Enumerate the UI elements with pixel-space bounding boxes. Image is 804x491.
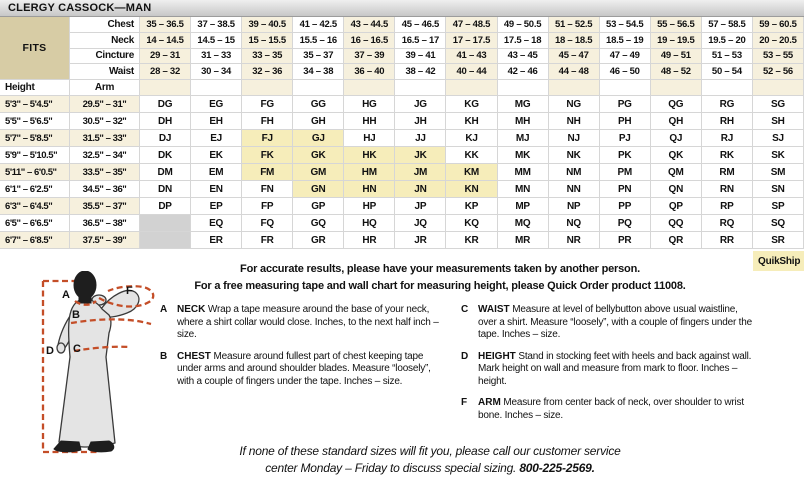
header-spacer-cell [293, 80, 344, 96]
size-code-cell: QR [651, 232, 702, 249]
height-column-header: Height [0, 80, 70, 96]
measure-value: 40 – 44 [446, 64, 497, 80]
size-code-cell: MJ [498, 130, 549, 147]
size-code-cell: JN [395, 181, 446, 198]
size-code-cell: KK [446, 147, 497, 164]
size-code-cell: MN [498, 181, 549, 198]
size-code-cell: FG [242, 96, 293, 113]
height-range-cell: 5'7" – 5'8.5" [0, 130, 70, 147]
chart-title-bar [0, 0, 804, 17]
header-spacer-cell [702, 80, 753, 96]
measure-value: 42 – 46 [498, 64, 549, 80]
size-code-cell: FR [242, 232, 293, 249]
instruction-item-d [461, 351, 757, 389]
size-code-cell: SP [753, 198, 804, 215]
size-code-cell: SR [753, 232, 804, 249]
size-code-cell: PH [600, 113, 651, 130]
arm-range-cell: 30.5" – 32" [70, 113, 140, 130]
size-code-cell: RR [702, 232, 753, 249]
size-code-cell: NK [549, 147, 600, 164]
measure-label: Waist [70, 64, 140, 80]
header-spacer-cell [242, 80, 293, 96]
size-code-cell: MP [498, 198, 549, 215]
size-code-cell: GK [293, 147, 344, 164]
header-spacer-cell [651, 80, 702, 96]
measure-value: 38 – 42 [395, 64, 446, 80]
measure-value: 41 – 43 [446, 49, 497, 65]
size-code-cell: JP [395, 198, 446, 215]
instruction-text: CHEST Measure around fullest part of chest keeping tape under arms and around shoulder blades. Measure “loosely”, with a couple of fingers under the tape. Inches – size. [177, 350, 431, 387]
size-code-cell: GN [293, 181, 344, 198]
instruction-letter: A [160, 304, 168, 315]
size-code-cell: MR [498, 232, 549, 249]
size-code-cell: HG [344, 96, 395, 113]
size-code-cell: SG [753, 96, 804, 113]
size-code-cell: MG [498, 96, 549, 113]
size-code-cell: HM [344, 164, 395, 181]
instruction-text: HEIGHT Stand in stocking feet with heels and back against wall. Mark height on wall and measure from mark to floor. Inches – height. [478, 350, 752, 387]
size-code-cell: KQ [446, 215, 497, 232]
instruction-letter: B [160, 350, 168, 362]
height-range-cell: 5'11" – 6'0.5" [0, 164, 70, 181]
measure-value: 51 – 53 [702, 49, 753, 65]
measure-value: 47 – 48.5 [446, 17, 497, 33]
header-spacer-cell [753, 80, 804, 96]
header-spacer-cell [446, 80, 497, 96]
size-code-cell: NR [549, 232, 600, 249]
measure-value: 33 – 35 [242, 49, 293, 65]
size-code-cell: PK [600, 147, 651, 164]
phone-number: 800-225-2569. [519, 461, 595, 475]
size-code-cell: PR [600, 232, 651, 249]
measure-value: 37 – 38.5 [191, 17, 242, 33]
special-sizing-note [90, 443, 770, 477]
instruction-keyword: HEIGHT [478, 350, 516, 362]
size-code-cell: EM [191, 164, 242, 181]
size-code-cell: KN [446, 181, 497, 198]
size-code-cell: EQ [191, 215, 242, 232]
arm-range-cell: 35.5" – 37" [70, 198, 140, 215]
instructions-column-2 [461, 304, 757, 431]
size-code-cell: JM [395, 164, 446, 181]
size-code-cell: FH [242, 113, 293, 130]
size-code-cell: KR [446, 232, 497, 249]
size-code-cell: QJ [651, 130, 702, 147]
size-code-cell: QP [651, 198, 702, 215]
size-code-cell [140, 232, 191, 249]
size-code-cell: DM [140, 164, 191, 181]
size-code-cell: JJ [395, 130, 446, 147]
measure-value: 50 – 54 [702, 64, 753, 80]
height-range-cell: 6'3" – 6'4.5" [0, 198, 70, 215]
size-code-cell: NN [549, 181, 600, 198]
height-range-cell: 6'5" – 6'6.5" [0, 215, 70, 232]
size-code-cell: RN [702, 181, 753, 198]
measurement-notes [155, 261, 725, 295]
measure-value: 16 – 16.5 [344, 33, 395, 49]
size-code-cell: HP [344, 198, 395, 215]
measure-value: 14.5 – 15 [191, 33, 242, 49]
size-code-cell: EP [191, 198, 242, 215]
size-code-cell: KH [446, 113, 497, 130]
header-spacer-cell [344, 80, 395, 96]
fits-cell: FITS [0, 17, 70, 80]
height-range-cell: 6'1" – 6'2.5" [0, 181, 70, 198]
size-code-cell: RQ [702, 215, 753, 232]
measure-value: 19 – 19.5 [651, 33, 702, 49]
size-code-cell: PJ [600, 130, 651, 147]
figure-label-d: D [46, 345, 54, 357]
size-code-cell: PQ [600, 215, 651, 232]
measure-value: 45 – 47 [549, 49, 600, 65]
size-code-cell: RP [702, 198, 753, 215]
size-code-cell: SJ [753, 130, 804, 147]
size-code-cell: FM [242, 164, 293, 181]
height-range-cell: 5'5" – 5'6.5" [0, 113, 70, 130]
size-code-cell: QN [651, 181, 702, 198]
size-code-cell: GJ [293, 130, 344, 147]
size-code-cell: HK [344, 147, 395, 164]
size-code-cell: SK [753, 147, 804, 164]
measure-value: 15 – 15.5 [242, 33, 293, 49]
size-code-cell: SM [753, 164, 804, 181]
size-code-cell: NJ [549, 130, 600, 147]
size-code-cell: DJ [140, 130, 191, 147]
measure-value: 20 – 20.5 [753, 33, 804, 49]
size-code-cell: HN [344, 181, 395, 198]
size-code-cell: QH [651, 113, 702, 130]
measure-value: 19.5 – 20 [702, 33, 753, 49]
header-spacer-cell [498, 80, 549, 96]
measure-value: 51 – 52.5 [549, 17, 600, 33]
header-spacer-cell [191, 80, 242, 96]
size-code-cell: KG [446, 96, 497, 113]
size-code-cell: NG [549, 96, 600, 113]
arm-range-cell: 32.5" – 34" [70, 147, 140, 164]
measure-label: Neck [70, 33, 140, 49]
measure-value: 39 – 41 [395, 49, 446, 65]
measure-value: 35 – 37 [293, 49, 344, 65]
height-range-cell: 5'9" – 5'10.5" [0, 147, 70, 164]
measure-value: 53 – 54.5 [600, 17, 651, 33]
size-code-cell: DH [140, 113, 191, 130]
size-code-cell: DK [140, 147, 191, 164]
measure-value: 55 – 56.5 [651, 17, 702, 33]
size-code-cell: KJ [446, 130, 497, 147]
measure-label: Cincture [70, 49, 140, 65]
cassock-figure-drawing [25, 271, 165, 461]
size-code-cell [140, 215, 191, 232]
figure-label-f: F [126, 285, 133, 297]
measure-value: 46 – 50 [600, 64, 651, 80]
arm-range-cell: 37.5" – 39" [70, 232, 140, 249]
size-code-cell: KP [446, 198, 497, 215]
instruction-text: ARM Measure from center back of neck, over shoulder to wrist bone. Inches – size. [478, 397, 744, 421]
measure-value: 36 – 40 [344, 64, 395, 80]
size-code-cell: JH [395, 113, 446, 130]
size-code-cell: MQ [498, 215, 549, 232]
measure-label: Chest [70, 17, 140, 33]
measure-value: 37 – 39 [344, 49, 395, 65]
size-code-cell: QQ [651, 215, 702, 232]
size-code-cell: PG [600, 96, 651, 113]
size-code-cell: SQ [753, 215, 804, 232]
instruction-text: WAIST Measure at level of bellybutton above usual waistline, over a shirt. Measure “loosely”, with a couple of fingers under the tape. Inches – size. [478, 304, 752, 340]
size-code-cell: GQ [293, 215, 344, 232]
size-code-cell: FK [242, 147, 293, 164]
size-code-cell: QM [651, 164, 702, 181]
size-code-cell: MK [498, 147, 549, 164]
size-code-cell: QK [651, 147, 702, 164]
size-code-cell: HQ [344, 215, 395, 232]
size-code-cell: SH [753, 113, 804, 130]
instructions-column-1 [160, 304, 448, 397]
measure-value: 34 – 38 [293, 64, 344, 80]
measure-value: 57 – 58.5 [702, 17, 753, 33]
size-code-cell: GH [293, 113, 344, 130]
size-code-cell: FN [242, 181, 293, 198]
instruction-letter: C [461, 304, 469, 315]
arm-column-header: Arm [70, 80, 140, 96]
measure-value: 44 – 48 [549, 64, 600, 80]
arm-range-cell: 31.5" – 33" [70, 130, 140, 147]
measure-value: 48 – 52 [651, 64, 702, 80]
measure-value: 49 – 50.5 [498, 17, 549, 33]
size-code-cell: EG [191, 96, 242, 113]
measure-value: 29 – 31 [140, 49, 191, 65]
figure-label-c: C [73, 343, 81, 355]
instruction-item-f [461, 397, 757, 422]
footer-line-1: If none of these standard sizes will fit you, please call our customer service [239, 444, 621, 458]
size-code-cell: GG [293, 96, 344, 113]
header-spacer-cell [140, 80, 191, 96]
figure-label-b: B [72, 309, 80, 321]
instruction-keyword: CHEST [177, 350, 211, 362]
header-spacer-cell [600, 80, 651, 96]
measure-value: 45 – 46.5 [395, 17, 446, 33]
cassock-measurement-figure [25, 271, 165, 461]
measure-value: 32 – 36 [242, 64, 293, 80]
instruction-item-b [160, 351, 448, 389]
measure-value: 16.5 – 17 [395, 33, 446, 49]
arm-range-cell: 36.5" – 38" [70, 215, 140, 232]
quikship-badge: QuikShip [753, 251, 804, 271]
size-code-cell: DP [140, 198, 191, 215]
size-code-cell: NP [549, 198, 600, 215]
measure-value: 43 – 45 [498, 49, 549, 65]
footer-line-2-text: center Monday – Friday to discuss special sizing. [265, 461, 517, 475]
footer-line-2 [90, 460, 770, 477]
size-code-cell: RM [702, 164, 753, 181]
size-code-cell: KM [446, 164, 497, 181]
size-code-cell: EJ [191, 130, 242, 147]
arm-range-cell: 33.5" – 35" [70, 164, 140, 181]
instruction-keyword: NECK [177, 304, 206, 315]
instruction-keyword: WAIST [478, 304, 510, 315]
header-spacer-cell [549, 80, 600, 96]
measure-value: 41 – 42.5 [293, 17, 344, 33]
size-code-cell: PM [600, 164, 651, 181]
size-code-cell: MM [498, 164, 549, 181]
size-code-cell: FQ [242, 215, 293, 232]
size-code-cell: DG [140, 96, 191, 113]
measure-value: 43 – 44.5 [344, 17, 395, 33]
size-code-cell: NQ [549, 215, 600, 232]
measure-value: 39 – 40.5 [242, 17, 293, 33]
measure-value: 59 – 60.5 [753, 17, 804, 33]
note-line-1: For accurate results, please have your measurements taken by another person. [240, 263, 640, 275]
instruction-keyword: ARM [478, 397, 501, 408]
size-code-cell: RH [702, 113, 753, 130]
size-code-cell: ER [191, 232, 242, 249]
size-code-cell: EH [191, 113, 242, 130]
size-code-cell: HR [344, 232, 395, 249]
note-line-2: For a free measuring tape and wall chart for measuring height, please Quick Order product 11008. [194, 280, 686, 292]
instruction-item-c [461, 304, 757, 342]
measure-value: 49 – 51 [651, 49, 702, 65]
size-code-cell: NH [549, 113, 600, 130]
figure-label-a: A [62, 289, 70, 301]
size-code-cell: JR [395, 232, 446, 249]
size-code-cell: EN [191, 181, 242, 198]
measure-value: 31 – 33 [191, 49, 242, 65]
measure-value: 52 – 56 [753, 64, 804, 80]
size-code-cell: RK [702, 147, 753, 164]
size-code-cell: RJ [702, 130, 753, 147]
size-code-cell: PP [600, 198, 651, 215]
height-range-cell: 6'7" – 6'8.5" [0, 232, 70, 249]
size-code-cell: PN [600, 181, 651, 198]
size-code-cell: JQ [395, 215, 446, 232]
size-code-cell: RG [702, 96, 753, 113]
height-range-cell: 5'3" – 5'4.5" [0, 96, 70, 113]
size-code-cell: JK [395, 147, 446, 164]
measure-value: 35 – 36.5 [140, 17, 191, 33]
measure-value: 53 – 55 [753, 49, 804, 65]
chart-title: CLERGY CASSOCK—MAN [8, 2, 152, 14]
measure-value: 28 – 32 [140, 64, 191, 80]
measure-value: 47 – 49 [600, 49, 651, 65]
size-code-cell: GP [293, 198, 344, 215]
arm-range-cell: 29.5" – 31" [70, 96, 140, 113]
measure-value: 15.5 – 16 [293, 33, 344, 49]
arm-range-cell: 34.5" – 36" [70, 181, 140, 198]
size-code-cell: GM [293, 164, 344, 181]
size-code-cell: GR [293, 232, 344, 249]
instruction-letter: F [461, 397, 467, 408]
measure-value: 18 – 18.5 [549, 33, 600, 49]
size-code-cell: EK [191, 147, 242, 164]
measure-value: 17.5 – 18 [498, 33, 549, 49]
size-code-cell: DN [140, 181, 191, 198]
measure-value: 18.5 – 19 [600, 33, 651, 49]
measure-value: 17 – 17.5 [446, 33, 497, 49]
instruction-text: NECK Wrap a tape measure around the base of your neck, where a shirt collar would close. Inches, to the next half inch – size. [177, 304, 439, 340]
size-code-cell: FP [242, 198, 293, 215]
measure-value: 14 – 14.5 [140, 33, 191, 49]
header-spacer-cell [395, 80, 446, 96]
size-table [0, 17, 804, 249]
size-code-cell: SN [753, 181, 804, 198]
instruction-item-a [160, 304, 448, 342]
instruction-letter: D [461, 350, 469, 362]
size-code-cell: HH [344, 113, 395, 130]
measure-value: 30 – 34 [191, 64, 242, 80]
size-code-cell: FJ [242, 130, 293, 147]
size-code-cell: NM [549, 164, 600, 181]
size-code-cell: HJ [344, 130, 395, 147]
size-code-cell: JG [395, 96, 446, 113]
size-code-cell: MH [498, 113, 549, 130]
size-code-cell: QG [651, 96, 702, 113]
